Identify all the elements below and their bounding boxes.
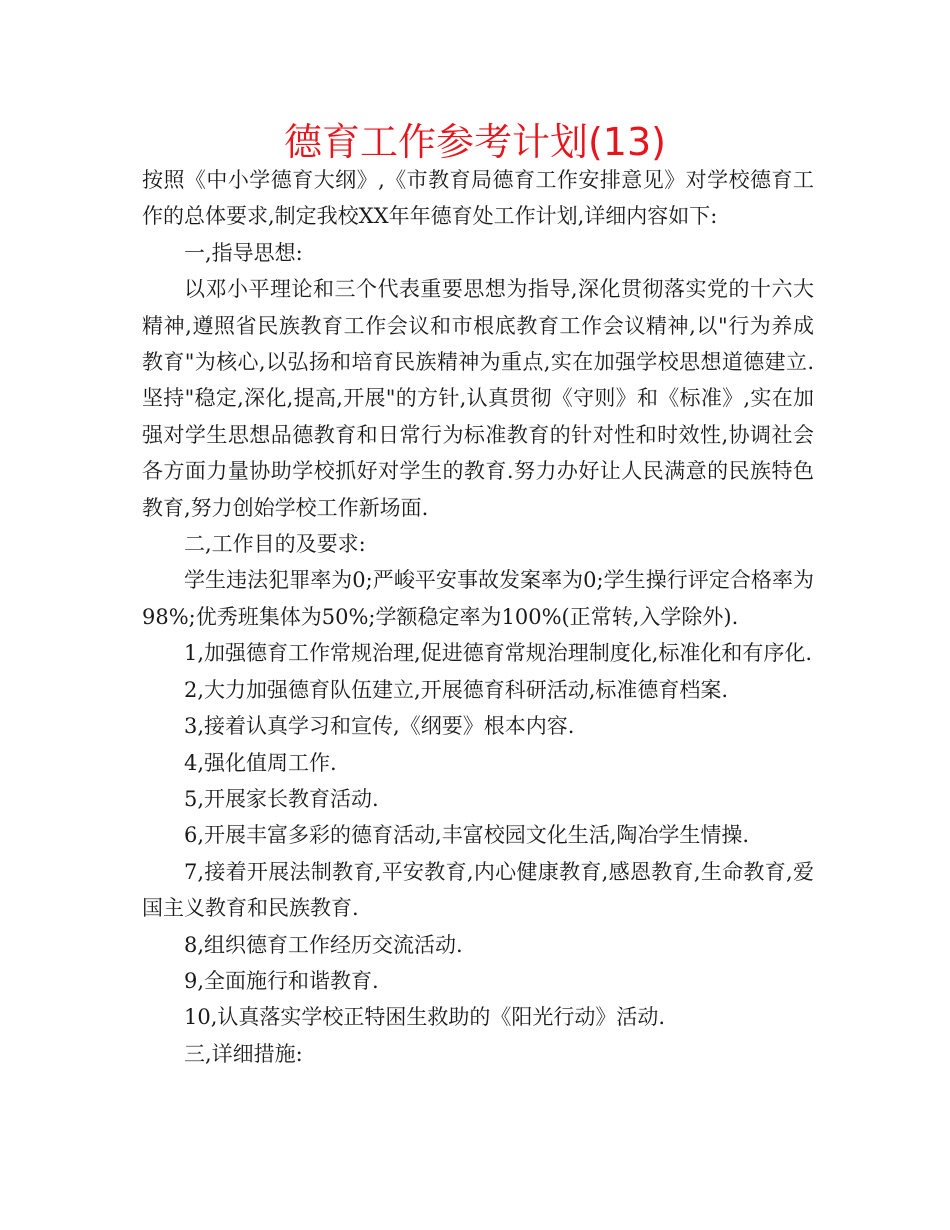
paragraph: 按照《中小学德育大纲》,《市教育局德育工作安排意见》对学校德育工作的总体要求,制定我校XX年年德育处工作计划,详细内容如下: — [142, 168, 814, 229]
paragraph: 1,加强德育工作常规治理,促进德育常规治理制度化,标准化和有序化. — [184, 641, 813, 666]
document-body — [142, 162, 814, 1072]
paragraph: 三,详细措施: — [184, 1041, 303, 1066]
paragraph: 2,大力加强德育队伍建立,开展德育科研活动,标准德育档案. — [184, 677, 729, 702]
paragraph: 学生违法犯罪率为0;严峻平安事故发案率为0;学生操行评定合格率为98%;优秀班集体为50%;学额稳定率为100%(正常转,入学除外). — [142, 568, 814, 629]
paragraph: 4,强化值周工作. — [184, 750, 337, 775]
paragraph: 7,接着开展法制教育,平安教育,内心健康教育,感恩教育,生命教育,爱国主义教育和民族教育. — [142, 859, 814, 921]
paragraph: 10,认真落实学校正特困生救助的《阳光行动》活动. — [184, 1005, 666, 1030]
paragraph: 以邓小平理论和三个代表重要思想为指导,深化贯彻落实党的十六大精神,遵照省民族教育工作会议和市根底教育工作会议精神,以"行为养成教育"为核心,以弘扬和培育民族精神为重点,实在加强学校思想道德建立.坚持"稳定,深化,提高,开展"的方针,认真贯彻《守则》和《标准》,实在加强对学生思想品德教育和日常行为标准教育的针对性和时效性,协调社会各方面力量协助学校抓好对学生的教育.努力办好让人民满意的民族特色教育,努力创始学校工作新场面. — [142, 277, 814, 520]
paragraph: 9,全面施行和谐教育. — [184, 968, 379, 993]
paragraph: 一,指导思想: — [184, 240, 303, 265]
document-title: 德育工作参考计划(13) — [283, 120, 666, 164]
paragraph: 8,组织德育工作经历交流活动. — [184, 932, 463, 957]
paragraph: 二,工作目的及要求: — [184, 532, 366, 557]
paragraph: 3,接着认真学习和宣传,《纲要》根本内容. — [184, 714, 575, 739]
paragraph: 5,开展家长教育活动. — [184, 786, 379, 811]
paragraph: 6,开展丰富多彩的德育活动,丰富校园文化生活,陶冶学生情操. — [184, 823, 750, 848]
